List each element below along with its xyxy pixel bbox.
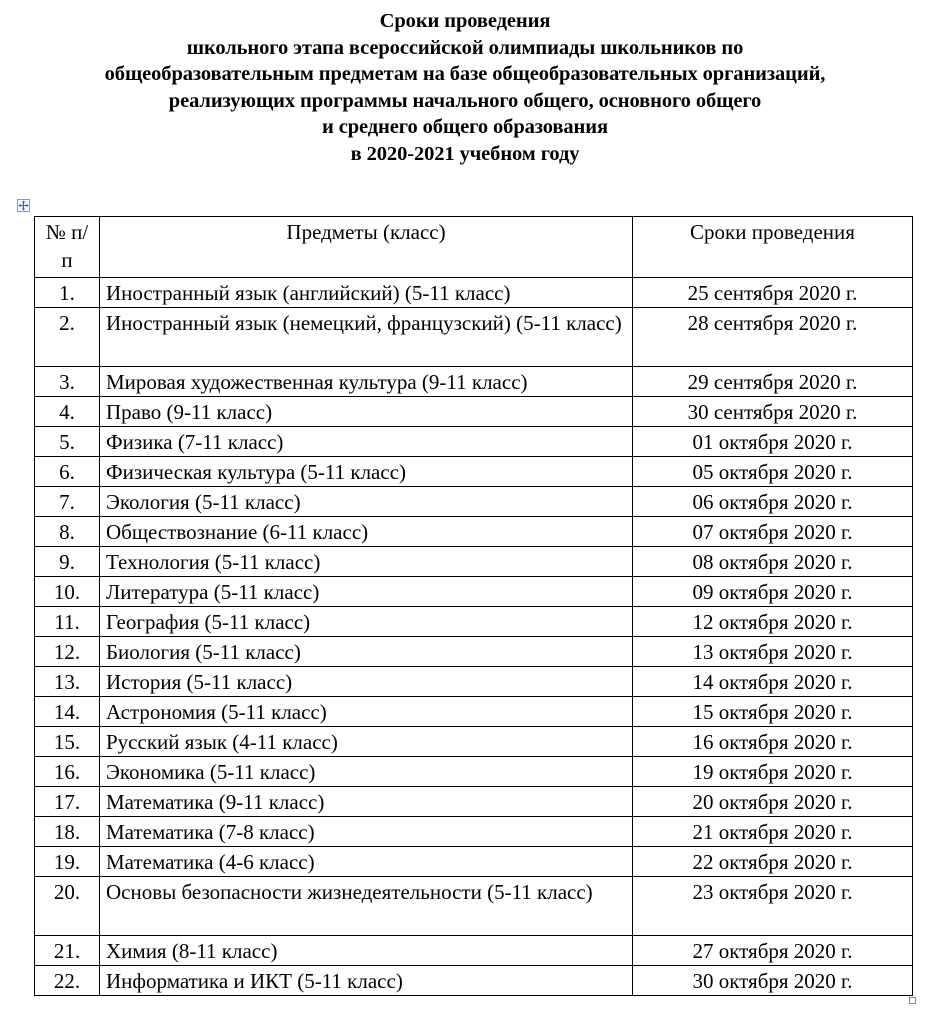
row-subject: История (5-11 класс) <box>100 667 633 697</box>
table-row <box>35 487 913 517</box>
row-number: 5. <box>35 427 100 457</box>
row-subject: Экономика (5-11 класс) <box>100 757 633 787</box>
row-subject: Экология (5-11 класс) <box>100 487 633 517</box>
row-subject: Математика (7-8 класс) <box>100 817 633 847</box>
row-number: 8. <box>35 517 100 547</box>
row-date: 21 октября 2020 г. <box>633 817 913 847</box>
title-line: реализующих программы начального общего, основного общего <box>168 89 762 112</box>
row-subject: Химия (8-11 класс) <box>100 936 633 966</box>
title-line: общеобразовательным предметам на базе общеобразовательных организаций, <box>104 63 826 85</box>
table-row <box>35 817 913 847</box>
row-subject: Литература (5-11 класс) <box>100 577 633 607</box>
row-subject: Математика (4-6 класс) <box>100 847 633 877</box>
table-row <box>35 637 913 667</box>
row-date: 25 сентября 2020 г. <box>633 278 913 308</box>
row-number: 7. <box>35 487 100 517</box>
table-row <box>35 547 913 577</box>
row-subject: Физическая культура (5-11 класс) <box>100 457 633 487</box>
row-date: 16 октября 2020 г. <box>633 727 913 757</box>
row-number: 13. <box>35 667 100 697</box>
row-number: 18. <box>35 817 100 847</box>
row-subject: Физика (7-11 класс) <box>100 427 633 457</box>
row-number: 21. <box>35 936 100 966</box>
row-number: 11. <box>35 607 100 637</box>
row-subject: Информатика и ИКТ (5-11 класс) <box>100 966 633 996</box>
row-number: 12. <box>35 637 100 667</box>
table-row <box>35 397 913 427</box>
row-subject: Биология (5-11 класс) <box>100 637 633 667</box>
row-subject: Право (9-11 класс) <box>100 397 633 427</box>
row-number: 14. <box>35 697 100 727</box>
header-number: № п/п <box>35 217 100 278</box>
title-line: Сроки проведения <box>379 10 551 32</box>
row-date: 30 сентября 2020 г. <box>633 397 913 427</box>
table-row <box>35 727 913 757</box>
row-subject: Русский язык (4-11 класс) <box>100 727 633 757</box>
row-date: 30 октября 2020 г. <box>633 966 913 996</box>
title-line: и среднего общего образования <box>322 116 608 138</box>
document-title <box>0 8 930 167</box>
schedule-table <box>34 216 913 996</box>
row-number: 10. <box>35 577 100 607</box>
row-date: 07 октября 2020 г. <box>633 517 913 547</box>
row-subject: Основы безопасности жизнедеятельности (5-11 класс) <box>100 877 633 936</box>
table-row <box>35 457 913 487</box>
table-row <box>35 936 913 966</box>
row-number: 4. <box>35 397 100 427</box>
row-date: 01 октября 2020 г. <box>633 427 913 457</box>
row-date: 12 октября 2020 г. <box>633 607 913 637</box>
row-date: 05 октября 2020 г. <box>633 457 913 487</box>
row-date: 29 сентября 2020 г. <box>633 367 913 397</box>
table-header-row <box>35 217 913 278</box>
title-line: в 2020-2021 учебном году <box>350 142 580 165</box>
table-row <box>35 877 913 936</box>
table-row <box>35 697 913 727</box>
row-date: 27 октября 2020 г. <box>633 936 913 966</box>
row-number: 22. <box>35 966 100 996</box>
table-row <box>35 367 913 397</box>
row-number: 1. <box>35 278 100 308</box>
row-number: 16. <box>35 757 100 787</box>
table-row <box>35 787 913 817</box>
table-row <box>35 427 913 457</box>
header-subject: Предметы (класс) <box>100 217 633 278</box>
table-row <box>35 607 913 637</box>
row-number: 6. <box>35 457 100 487</box>
title-line: школьного этапа всероссийской олимпиады школьников по <box>186 36 744 59</box>
header-date: Сроки проведения <box>633 217 913 278</box>
resize-square-icon[interactable] <box>909 997 916 1004</box>
row-date: 23 октября 2020 г. <box>633 877 913 936</box>
row-date: 13 октября 2020 г. <box>633 637 913 667</box>
row-date: 28 сентября 2020 г. <box>633 308 913 367</box>
row-number: 9. <box>35 547 100 577</box>
row-subject: География (5-11 класс) <box>100 607 633 637</box>
row-number: 2. <box>35 308 100 367</box>
row-date: 14 октября 2020 г. <box>633 667 913 697</box>
row-number: 17. <box>35 787 100 817</box>
four-way-arrow-icon[interactable] <box>17 199 30 212</box>
table-row <box>35 278 913 308</box>
row-date: 09 октября 2020 г. <box>633 577 913 607</box>
table-row <box>35 577 913 607</box>
row-date: 19 октября 2020 г. <box>633 757 913 787</box>
table-row <box>35 667 913 697</box>
row-number: 3. <box>35 367 100 397</box>
row-date: 08 октября 2020 г. <box>633 547 913 577</box>
row-date: 22 октября 2020 г. <box>633 847 913 877</box>
row-subject: Астрономия (5-11 класс) <box>100 697 633 727</box>
row-date: 20 октября 2020 г. <box>633 787 913 817</box>
row-subject: Иностранный язык (английский) (5-11 класс) <box>100 278 633 308</box>
row-number: 19. <box>35 847 100 877</box>
row-date: 15 октября 2020 г. <box>633 697 913 727</box>
table-row <box>35 517 913 547</box>
row-subject: Математика (9-11 класс) <box>100 787 633 817</box>
table-row <box>35 966 913 996</box>
table-row <box>35 757 913 787</box>
row-subject: Мировая художественная культура (9-11 класс) <box>100 367 633 397</box>
row-subject: Обществознание (6-11 класс) <box>100 517 633 547</box>
row-subject: Технология (5-11 класс) <box>100 547 633 577</box>
row-number: 15. <box>35 727 100 757</box>
row-number: 20. <box>35 877 100 936</box>
row-subject: Иностранный язык (немецкий, французский) (5-11 класс) <box>100 308 633 367</box>
row-date: 06 октября 2020 г. <box>633 487 913 517</box>
table-row <box>35 847 913 877</box>
table-row <box>35 308 913 367</box>
